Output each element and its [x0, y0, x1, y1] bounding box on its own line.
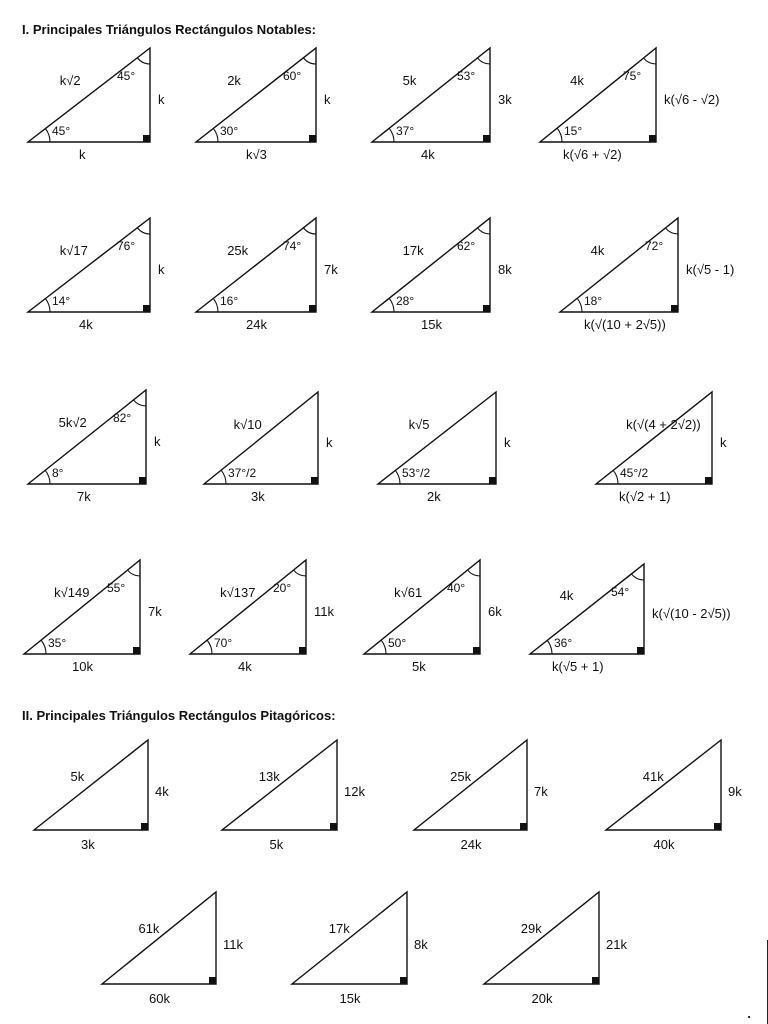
base-label: 15k — [339, 991, 361, 1006]
vertical-side-label: k(√6 - √2) — [664, 92, 720, 108]
hypotenuse-label: 13k — [258, 768, 280, 784]
vertical-side-label: 21k — [606, 937, 627, 952]
hypotenuse-label: k√5 — [408, 416, 430, 432]
vertical-side-label: k — [326, 435, 333, 451]
right-angle-mark — [592, 977, 599, 984]
vertical-side-label: k — [158, 92, 165, 108]
top-angle-label: 55° — [107, 581, 126, 595]
vertical-side-label: k(√5 - 1) — [686, 262, 735, 278]
bottom-angle-label: 15° — [564, 124, 583, 138]
base-label: k(√2 + 1) — [619, 489, 671, 504]
base-label: k — [79, 147, 86, 162]
base-label: 20k — [531, 991, 553, 1006]
section-title-notables: I. Principales Triángulos Rectángulos Notables: — [22, 22, 317, 37]
base-label: 3k — [81, 837, 95, 852]
base-label: k(√(10 + 2√5)) — [584, 317, 666, 332]
bottom-angle-label: 36° — [554, 636, 573, 650]
hypotenuse-label: 5k√2 — [58, 415, 87, 431]
base-label: 60k — [149, 991, 170, 1006]
hypotenuse-label: 61k — [138, 921, 160, 937]
top-angle-label: 20° — [273, 581, 292, 595]
top-angle-label: 82° — [113, 411, 132, 425]
top-angle-label: 76° — [117, 239, 136, 253]
base-label: 10k — [72, 659, 93, 674]
hypotenuse-label: k√17 — [59, 243, 88, 259]
hypotenuse-label: 17k — [402, 243, 424, 259]
top-angle-label: 40° — [447, 581, 466, 595]
hypotenuse-label: k√149 — [54, 585, 90, 601]
vertical-side-label: k — [504, 435, 511, 451]
hypotenuse-label: 29k — [520, 921, 542, 937]
base-label: 5k — [412, 659, 426, 674]
bottom-angle-label: 30° — [220, 124, 239, 138]
vertical-side-label: 11k — [223, 937, 243, 952]
hypotenuse-label: 2k — [227, 73, 241, 89]
vertical-side-label: k — [154, 434, 161, 450]
hypotenuse-label: 41k — [642, 768, 664, 784]
hypotenuse-label: 4k — [570, 73, 584, 89]
hypotenuse-label: 25k — [450, 768, 472, 784]
vertical-side-label: 12k — [344, 784, 365, 799]
hypotenuse-label: 4k — [559, 588, 574, 604]
bottom-angle-label: 18° — [584, 294, 603, 308]
bottom-angle-label: 45°/2 — [620, 466, 649, 480]
bottom-angle-label: 50° — [388, 636, 407, 650]
hypotenuse-label: 5k — [70, 768, 85, 784]
base-label: 3k — [251, 489, 265, 504]
top-angle-label: 60° — [283, 69, 302, 83]
top-angle-label: 72° — [645, 239, 664, 253]
vertical-side-label: 7k — [148, 604, 162, 620]
base-label: 4k — [238, 659, 252, 674]
base-label: 4k — [79, 317, 93, 332]
bottom-angle-label: 16° — [220, 294, 239, 308]
base-label: 2k — [427, 489, 441, 504]
bottom-angle-label: 14° — [52, 294, 71, 308]
bottom-angle-label: 45° — [52, 124, 71, 138]
hypotenuse-label: k√2 — [59, 73, 81, 89]
vertical-side-label: 3k — [498, 92, 512, 108]
bottom-angle-label: 37° — [396, 124, 415, 138]
vertical-side-label: 8k — [414, 937, 428, 952]
top-angle-label: 75° — [623, 69, 642, 83]
section-title-pitagoricos: II. Principales Triángulos Rectángulos Pitagóricos: — [22, 708, 336, 723]
vertical-side-label: 8k — [498, 262, 512, 278]
top-angle-label: 53° — [457, 69, 476, 83]
base-label: 7k — [77, 489, 91, 504]
hypotenuse-label: k√10 — [233, 416, 262, 432]
bottom-angle-label: 8° — [52, 466, 64, 480]
vertical-side-label: 9k — [728, 784, 742, 799]
top-angle-label: 45° — [117, 69, 136, 83]
bottom-angle-label: 35° — [48, 636, 67, 650]
vertical-side-label: 7k — [324, 262, 338, 278]
base-label: 4k — [421, 147, 435, 162]
vertical-side-label: 4k — [155, 784, 169, 799]
vertical-side-label: 7k — [534, 784, 548, 799]
vertical-side-label: k(√(10 - 2√5)) — [652, 606, 731, 622]
hypotenuse-label: k√61 — [394, 585, 423, 601]
hypotenuse-label: 5k — [402, 73, 417, 89]
top-angle-label: 62° — [457, 239, 476, 253]
bottom-angle-label: 28° — [396, 294, 415, 308]
base-label: k√3 — [246, 147, 267, 162]
page-corner-mark — [748, 1016, 750, 1018]
vertical-side-label: k — [720, 435, 727, 451]
base-label: k(√5 + 1) — [552, 659, 604, 674]
base-label: 24k — [246, 317, 267, 332]
top-angle-label: 54° — [611, 585, 630, 599]
vertical-side-label: k — [324, 92, 331, 108]
triangle-outline — [484, 892, 599, 984]
vertical-side-label: 11k — [314, 604, 334, 620]
hypotenuse-label: k(√(4 + 2√2)) — [626, 416, 701, 432]
bottom-angle-label: 53°/2 — [402, 466, 431, 480]
vertical-side-label: k — [158, 262, 165, 278]
base-label: 5k — [269, 837, 284, 852]
hypotenuse-label: 17k — [328, 921, 350, 937]
base-label: 24k — [460, 837, 482, 852]
bottom-angle-label: 37°/2 — [228, 466, 257, 480]
bottom-angle-label: 70° — [214, 636, 233, 650]
base-label: 15k — [421, 317, 442, 332]
vertical-side-label: 6k — [488, 604, 502, 620]
hypotenuse-label: 4k — [590, 243, 605, 259]
base-label: k(√6 + √2) — [563, 147, 622, 162]
top-angle-label: 74° — [283, 239, 302, 253]
base-label: 40k — [653, 837, 675, 852]
hypotenuse-label: k√137 — [220, 585, 256, 601]
hypotenuse-label: 25k — [227, 243, 249, 259]
